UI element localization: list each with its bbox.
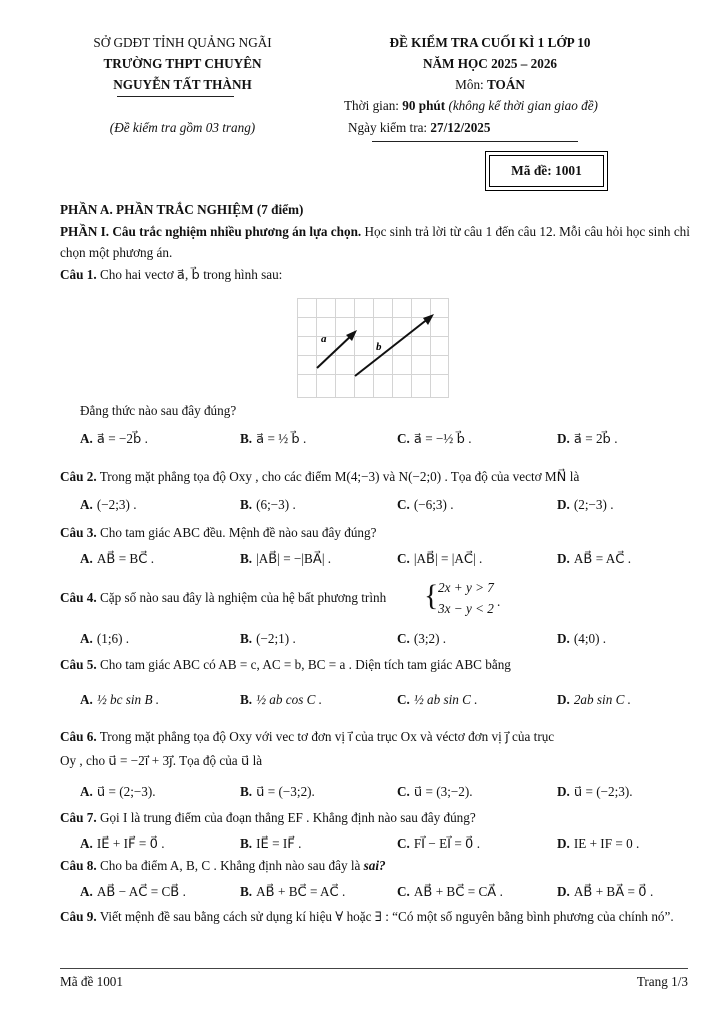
- school-underline: [117, 96, 234, 97]
- option-d[interactable]: D. (4;0) .: [557, 631, 607, 646]
- option-c[interactable]: C. a⃗ = −½ b⃗ .: [397, 431, 472, 446]
- time-value: 90 phút: [402, 98, 446, 113]
- option-b-text: ½ ab cos C .: [256, 692, 323, 707]
- time-note: (không kể thời gian giao đề): [445, 98, 598, 113]
- option-a[interactable]: A. (−2;3) .: [80, 497, 137, 512]
- question-text: Cho tam giác ABC có AB = c, AC = b, BC = a . Diện tích tam giác ABC bằng: [96, 657, 511, 672]
- school-line-2: NGUYỄN TẤT THÀNH: [113, 77, 252, 92]
- option-c[interactable]: C. ½ ab sin C .: [397, 692, 478, 707]
- question-text: Trong mặt phẳng tọa độ Oxy với vec tơ đơn vị i⃗ của trục Ox và véctơ đơn vị j⃗ của trục: [96, 729, 555, 744]
- option-a-text: IE⃗ + IF⃗ = 0⃗ .: [96, 836, 165, 851]
- vector-figure: [297, 298, 449, 398]
- school-year: NĂM HỌC 2025 – 2026: [422, 56, 558, 71]
- footer-page-number: Trang 1/3: [636, 974, 688, 989]
- date-label: Ngày kiểm tra:: [348, 120, 431, 135]
- footer-exam-code: Mã đề 1001: [60, 974, 123, 989]
- department-name: SỞ GDĐT TỈNH QUẢNG NGÃI: [93, 35, 272, 50]
- option-b[interactable]: B. AB⃗ + BC⃗ = AC⃗ .: [240, 884, 346, 899]
- option-c-text: ½ ab sin C .: [413, 692, 478, 707]
- question-1: [60, 267, 282, 283]
- option-b[interactable]: B. a⃗ = ½ b⃗ .: [240, 431, 307, 446]
- option-b[interactable]: B. (6;−3) .: [240, 497, 296, 512]
- question-number: Câu 8.: [60, 858, 97, 873]
- option-d[interactable]: D. AB⃗ = AC⃗ .: [557, 551, 632, 566]
- question-number: Câu 7.: [60, 810, 97, 825]
- system-period: .: [497, 594, 501, 609]
- option-a[interactable]: A. AB⃗ − AC⃗ = CB⃗ .: [80, 884, 186, 899]
- option-c[interactable]: C. u⃗ = (3;−2).: [397, 784, 473, 799]
- question-text: Cho ba điểm A, B, C . Khẳng định nào sau đây là: [96, 858, 364, 873]
- question-number: Câu 3.: [60, 525, 97, 540]
- option-d-text: u⃗ = (−2;3).: [573, 784, 633, 799]
- question-8: [60, 858, 386, 874]
- option-d[interactable]: D. a⃗ = 2b⃗ .: [557, 431, 618, 446]
- option-d-text: IE + IF = 0 .: [573, 836, 640, 851]
- option-c-text: AB⃗ + BC⃗ = CA⃗ .: [413, 884, 503, 899]
- option-c[interactable]: C. (−6;3) .: [397, 497, 454, 512]
- question-text: Viết mệnh đề sau bằng cách sử dụng kí hiệu ∀ hoặc ∃ : “Có một số nguyên bằng bình phương của chính nó”.: [96, 909, 674, 924]
- option-a-text: AB⃗ = BC⃗ .: [96, 551, 155, 566]
- vector-a-label: a⃗: [321, 333, 336, 345]
- option-c-text: u⃗ = (3;−2).: [413, 784, 473, 799]
- question-1-prompt: Đẳng thức nào sau đây đúng?: [80, 403, 237, 418]
- question-text: Trong mặt phẳng tọa độ Oxy , cho các điểm M(4;−3) và N(−2;0) . Tọa độ của vectơ MN⃗ là: [96, 469, 580, 484]
- option-d[interactable]: D. (2;−3) .: [557, 497, 614, 512]
- pages-note: (Đề kiểm tra gồm 03 trang): [109, 120, 256, 135]
- option-b[interactable]: B. ½ ab cos C .: [240, 692, 323, 707]
- date-value: 27/12/2025: [430, 120, 491, 135]
- date-line: [348, 120, 490, 136]
- option-b[interactable]: B. |AB⃗| = −|BA⃗| .: [240, 551, 332, 566]
- subject-line: [345, 77, 635, 93]
- question-5: [60, 657, 511, 673]
- option-b-text: (6;−3) .: [256, 497, 296, 512]
- option-b[interactable]: B. u⃗ = (−3;2).: [240, 784, 315, 799]
- system-brace: {: [424, 579, 439, 612]
- option-a-text: (1;6) .: [96, 631, 130, 646]
- question-number: Câu 5.: [60, 657, 97, 672]
- option-c-text: |AB⃗| = |AC⃗| .: [413, 551, 483, 566]
- option-b[interactable]: B. (−2;1) .: [240, 631, 296, 646]
- option-d-text: (2;−3) .: [573, 497, 614, 512]
- option-a[interactable]: A. a⃗ = −2b⃗ .: [80, 431, 148, 446]
- system-eq-2: 3x − y < 2: [438, 601, 494, 616]
- option-b-text: AB⃗ + BC⃗ = AC⃗ .: [256, 884, 346, 899]
- option-a[interactable]: A. ½ bc sin B .: [80, 692, 160, 707]
- option-c-text: a⃗ = −½ b⃗ .: [413, 431, 472, 446]
- question-9: [60, 906, 690, 927]
- part-1-instructions: [60, 221, 690, 263]
- option-a-text: ½ bc sin B .: [96, 692, 160, 707]
- question-4: [60, 590, 386, 606]
- time-label: Thời gian:: [344, 98, 403, 113]
- footer-divider: [60, 968, 688, 969]
- question-text: Cặp số nào sau đây là nghiệm của hệ bất phương trình: [96, 590, 387, 605]
- option-b-text: u⃗ = (−3;2).: [256, 784, 315, 799]
- option-d[interactable]: D. u⃗ = (−2;3).: [557, 784, 633, 799]
- question-emphasis: sai?: [363, 858, 386, 873]
- option-a-text: a⃗ = −2b⃗ .: [96, 431, 148, 446]
- subject-label: Môn:: [455, 77, 487, 92]
- subject-value: TOÁN: [487, 77, 525, 92]
- exam-code-box: [485, 151, 608, 191]
- system-eq-1: 2x + y > 7: [438, 580, 494, 595]
- question-number: Câu 2.: [60, 469, 97, 484]
- option-d[interactable]: D. IE + IF = 0 .: [557, 836, 640, 851]
- school-line-1: TRƯỜNG THPT CHUYÊN: [103, 56, 262, 71]
- question-3: [60, 525, 376, 541]
- question-text: Cho tam giác ABC đều. Mệnh đề nào sau đây đúng?: [96, 525, 377, 540]
- option-d-text: 2ab sin C .: [573, 692, 631, 707]
- question-number: Câu 9.: [60, 909, 97, 924]
- option-b-text: IE⃗ = IF⃗ .: [256, 836, 302, 851]
- vector-b-label: b⃗: [376, 341, 391, 353]
- option-a[interactable]: A. u⃗ = (2;−3).: [80, 784, 156, 799]
- option-b-text: a⃗ = ½ b⃗ .: [256, 431, 307, 446]
- option-c[interactable]: C. FI⃗ − EI⃗ = 0⃗ .: [397, 836, 481, 851]
- question-number: Câu 4.: [60, 590, 97, 605]
- part-1-title: PHẦN I. Câu trắc nghiệm nhiều phương án lựa chọn.: [60, 224, 362, 239]
- option-a-text: u⃗ = (2;−3).: [96, 784, 156, 799]
- option-b-text: (−2;1) .: [256, 631, 296, 646]
- question-6-line-2: Oy , cho u⃗ = −2i⃗ + 3j⃗. Tọa độ của u⃗ là: [60, 753, 263, 768]
- option-d-text: (4;0) .: [573, 631, 607, 646]
- question-text: Gọi I là trung điểm của đoạn thẳng EF . Khẳng định nào sau đây đúng?: [96, 810, 476, 825]
- question-2: [60, 469, 579, 485]
- option-c-text: (3;2) .: [413, 631, 447, 646]
- option-d[interactable]: D. 2ab sin C .: [557, 692, 631, 707]
- option-a[interactable]: A. IE⃗ + IF⃗ = 0⃗ .: [80, 836, 165, 851]
- option-a-text: (−2;3) .: [96, 497, 137, 512]
- option-c-text: FI⃗ − EI⃗ = 0⃗ .: [413, 836, 481, 851]
- question-6: [60, 729, 554, 745]
- option-a[interactable]: A. (1;6) .: [80, 631, 130, 646]
- option-d-text: AB⃗ + BA⃗ = 0⃗ .: [573, 884, 654, 899]
- option-d-text: a⃗ = 2b⃗ .: [573, 431, 618, 446]
- question-7: [60, 810, 476, 826]
- option-d-text: AB⃗ = AC⃗ .: [573, 551, 632, 566]
- option-a-text: AB⃗ − AC⃗ = CB⃗ .: [96, 884, 186, 899]
- option-d[interactable]: D. AB⃗ + BA⃗ = 0⃗ .: [557, 884, 654, 899]
- exam-code: Mã đề: 1001: [489, 155, 604, 187]
- question-number: Câu 6.: [60, 729, 97, 744]
- question-number: Câu 1.: [60, 267, 97, 282]
- date-underline: [372, 141, 578, 142]
- question-text: Cho hai vectơ a⃗, b⃗ trong hình sau:: [96, 267, 283, 282]
- exam-title: ĐỀ KIỂM TRA CUỐI KÌ 1 LỚP 10: [389, 35, 591, 50]
- option-c-text: (−6;3) .: [413, 497, 454, 512]
- option-a[interactable]: A. AB⃗ = BC⃗ .: [80, 551, 155, 566]
- option-b[interactable]: B. IE⃗ = IF⃗ .: [240, 836, 302, 851]
- option-c[interactable]: C. |AB⃗| = |AC⃗| .: [397, 551, 483, 566]
- part-a-title: PHẦN A. PHẦN TRẮC NGHIỆM (7 điểm): [60, 202, 304, 217]
- option-b-text: |AB⃗| = −|BA⃗| .: [256, 551, 332, 566]
- option-c[interactable]: C. (3;2) .: [397, 631, 447, 646]
- time-line: [344, 98, 598, 114]
- option-c[interactable]: C. AB⃗ + BC⃗ = CA⃗ .: [397, 884, 503, 899]
- part-1-text: Học sinh trả lời từ câu 1 đến câu 12. Mỗi câu hỏi học sinh chỉ chọn một phương án.: [60, 224, 690, 260]
